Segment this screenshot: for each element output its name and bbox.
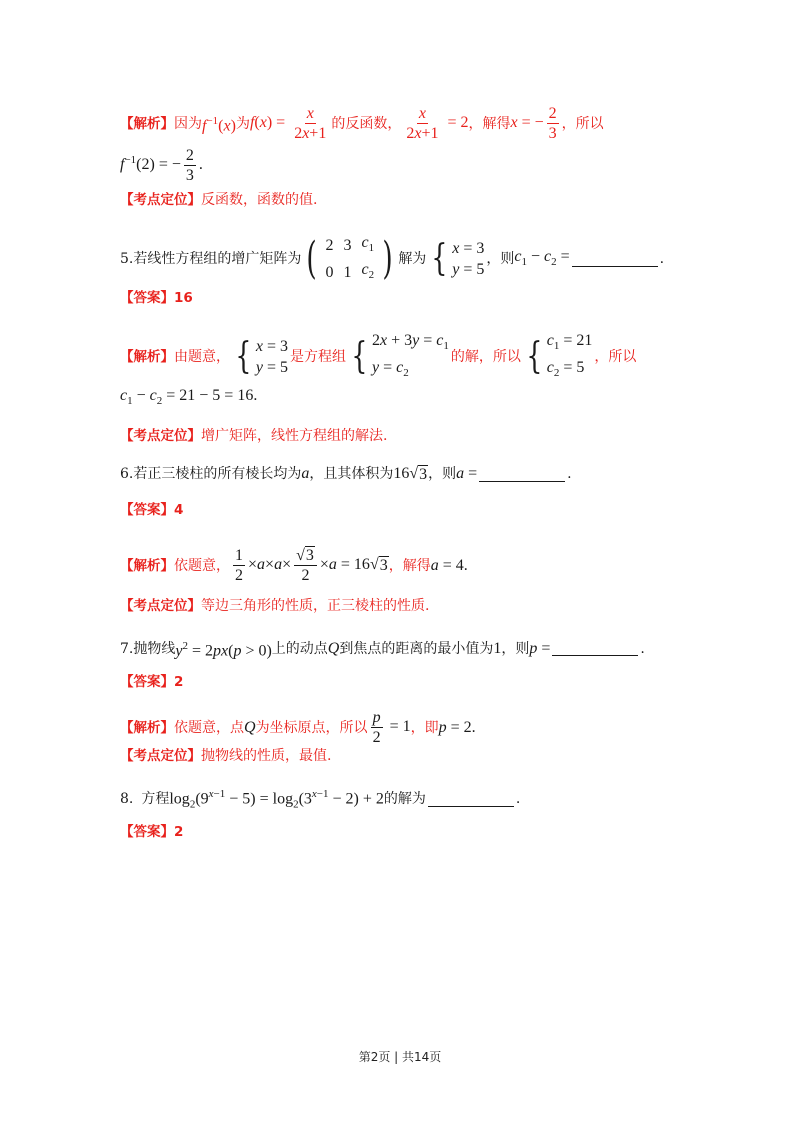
math: { x = 3 y = 5 bbox=[235, 336, 289, 378]
q5-answer: 【答案】 16 bbox=[120, 290, 193, 306]
math: { $2x + 3y = c_1$ $y = c_2$ bbox=[351, 332, 449, 380]
page-footer: 第2页 | 共14页 bbox=[358, 1050, 442, 1064]
answer-tag: 【答案】 bbox=[120, 290, 174, 306]
answer-tag: 【答案】 bbox=[120, 502, 174, 518]
math: f(x) = $\frac{x}{2x+1}$ bbox=[249, 105, 327, 142]
analysis-tag: 【解析】 bbox=[120, 349, 174, 366]
math: $f^{-1}(2)$ = − $\frac{2}{3}$ . bbox=[120, 147, 203, 184]
knowledge-tag: 【考点定位】 bbox=[120, 748, 201, 764]
math: $c_1 - c_2$ = bbox=[514, 247, 570, 268]
answer-tag: 【答案】 bbox=[120, 674, 174, 690]
q5-analysis: 【解析】 由题意， { x = 3 y = 5 是方程组 { $2x + 3y = c_1$ $y = c_2$ 的解，所以 { $c_1 = 21$ $c_2 = 5$ ，所以 bbox=[120, 330, 636, 384]
math: $\log_2(9^{x-1} - 5) = \log_2(3^{x-1} - 2) + 2$ bbox=[169, 788, 384, 811]
math: $\frac{p}{2}$ = 1 bbox=[372, 709, 411, 746]
math: 16√ 3 bbox=[393, 465, 428, 483]
q5-knowledge: 【考点定位】 增广矩阵，线性方程组的解法. bbox=[120, 428, 388, 444]
math: $y^2 = 2px(p > 0)$ bbox=[175, 640, 272, 660]
answer-blank bbox=[552, 641, 638, 656]
q8-answer: 【答案】 2 bbox=[120, 824, 184, 840]
math: x = − $\frac{2}{3}$ bbox=[510, 105, 557, 142]
knowledge-tag: 【考点定位】 bbox=[120, 598, 201, 614]
q6-knowledge: 【考点定位】 等边三角形的性质，正三棱柱的性质. bbox=[120, 598, 430, 614]
math: $f^{-1}(x)$ bbox=[202, 114, 236, 135]
analysis-tag: 【解析】 bbox=[120, 557, 174, 574]
answer-blank bbox=[428, 792, 514, 807]
q5-result bbox=[120, 386, 257, 411]
q5-question: 5. 若线性方程组的增广矩阵为 ( 2 3 $c_1$ 0 1 $c_2$ ) 解为 { x = 3 y = 5 ，则 $c_1 - c_2$ = . bbox=[120, 232, 664, 286]
q7-answer: 【答案】 2 bbox=[120, 674, 184, 690]
p4-knowledge: 【考点定位】 反函数，函数的值. bbox=[120, 192, 318, 208]
p4-analysis: 【解析】 因为 $f^{-1}(x)$ 为 f(x) = $\frac{x}{2x+1}$ 的反函数， $\frac{x}{2x+1}$ = 2 ，解得 x = − $\frac{2}{3}$ ，所以 bbox=[120, 105, 604, 142]
q7-analysis: 【解析】 依题意，点 Q 为坐标原点，所以 $\frac{p}{2}$ = 1 ，即 p = 2. bbox=[120, 709, 476, 746]
math: $\frac{1}{2}$ ×a×a× √ 3 2 ×a = 16√ 3 bbox=[235, 547, 388, 584]
analysis-tag: 【解析】 bbox=[120, 719, 174, 736]
answer-blank bbox=[479, 467, 565, 482]
q7-question: 7. 抛物线 $y^2 = 2px(p > 0)$ 上的动点 Q 到焦点的距离的最小值为 1 ，则 p = . bbox=[120, 636, 645, 661]
math: $\frac{x}{2x+1}$ = 2 bbox=[406, 105, 469, 142]
analysis-tag: 【解析】 bbox=[120, 115, 174, 132]
math: { $c_1 = 21$ $c_2 = 5$ bbox=[526, 332, 593, 380]
knowledge-tag: 【考点定位】 bbox=[120, 428, 201, 444]
answer-blank bbox=[572, 252, 658, 267]
solution-system: { x = 3 y = 5 bbox=[431, 238, 485, 280]
augmented-matrix: ( 2 3 $c_1$ 0 1 $c_2$ ) bbox=[306, 233, 393, 285]
q6-answer: 【答案】 4 bbox=[120, 502, 184, 518]
answer-tag: 【答案】 bbox=[120, 824, 174, 840]
q8-question: 8. 方程 $\log_2(9^{x-1} - 5) = \log_2(3^{x-1} - 2) + 2$ 的解为 . bbox=[120, 784, 520, 815]
math: $c_1 - c_2 = 21 - 5 = 16$. bbox=[120, 387, 258, 408]
p4-result bbox=[120, 146, 203, 185]
q6-analysis: 【解析】 依题意， $\frac{1}{2}$ ×a×a× √ 3 2 ×a = 16√ 3 ，解得 a = 4. bbox=[120, 547, 468, 584]
q7-knowledge: 【考点定位】 抛物线的性质，最值. bbox=[120, 748, 332, 764]
q6-question: 6. 若正三棱柱的所有棱长均为 a ，且其体积为 16√ 3 ，则 a = . bbox=[120, 465, 572, 483]
knowledge-tag: 【考点定位】 bbox=[120, 192, 201, 208]
